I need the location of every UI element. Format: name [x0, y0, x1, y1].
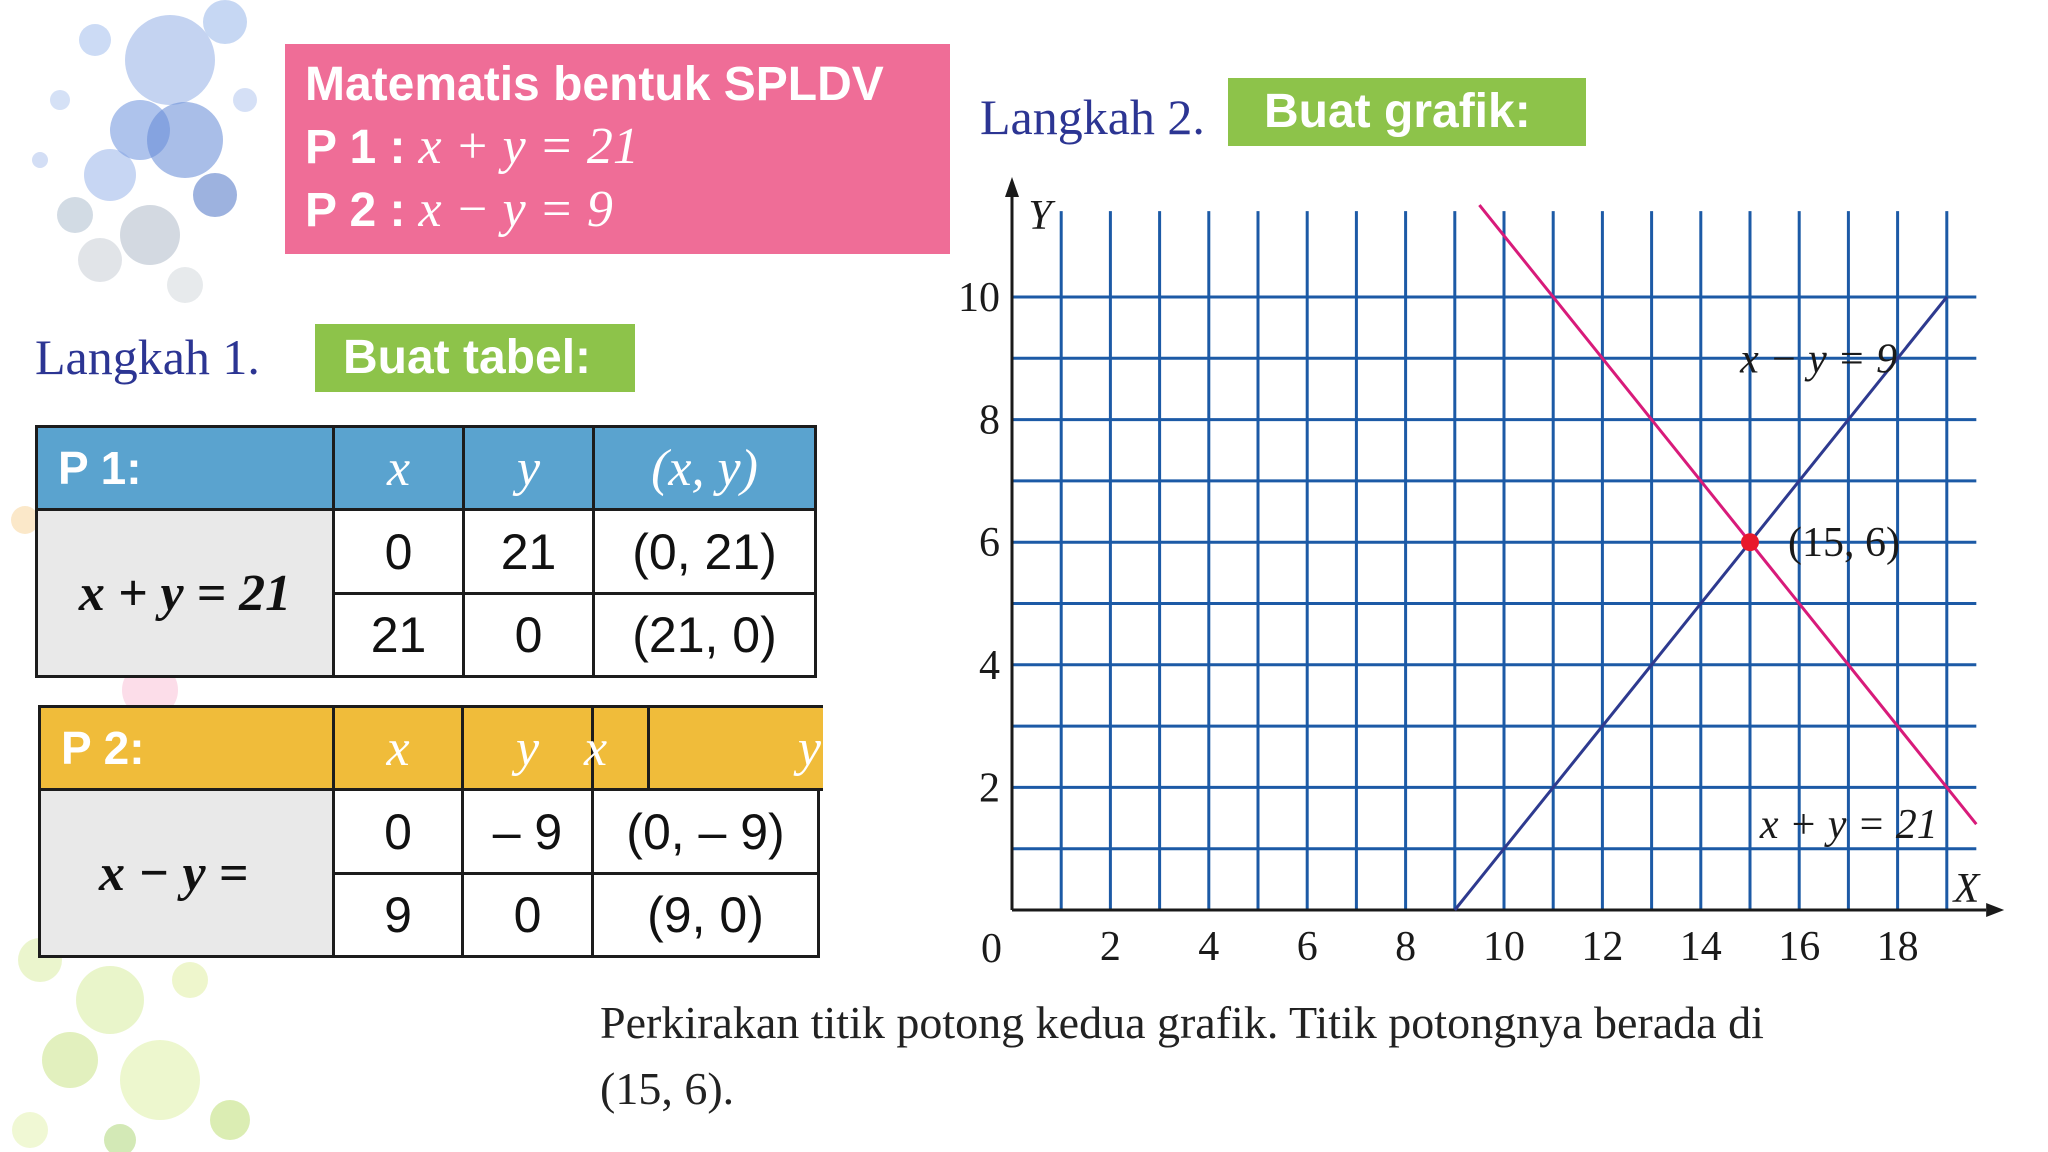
- x-axis-arrow: [1986, 903, 2004, 917]
- table-p1-header-xy: (x, y): [592, 425, 817, 511]
- x-tick-label: 14: [1679, 924, 1722, 970]
- equation-p1-expr: x + y = 21: [418, 118, 639, 175]
- table-p1-label: P 1:: [35, 425, 335, 511]
- table-p2-r2-x: 9: [332, 872, 464, 958]
- y-tick-label: 6: [979, 520, 1000, 567]
- table-p2-r2-xy: (9, 0): [591, 872, 820, 958]
- line1-label: x − y = 9: [1740, 336, 1898, 383]
- equation-p2-expr: x − y = 9: [418, 181, 613, 238]
- intersection-label: (15, 6): [1788, 520, 1900, 567]
- x-tick-label: 12: [1581, 924, 1624, 970]
- step1-badge: Buat tabel:: [315, 324, 635, 392]
- title-box: [285, 44, 950, 254]
- x-tick-label: 6: [1296, 924, 1318, 970]
- table-p1-r2-xy: (21, 0): [592, 592, 817, 678]
- y-tick-label: 10: [958, 275, 1000, 321]
- equation-p2-label: P 2 :: [305, 184, 406, 237]
- table-p2-equation: x − y =: [38, 788, 335, 958]
- title-heading: Matematis bentuk SPLDV: [305, 58, 884, 111]
- table-p2-r2-y: 0: [461, 872, 594, 958]
- table-p1-r1-x: 0: [332, 508, 465, 595]
- x-tick-label: 2: [1099, 924, 1121, 970]
- step2-badge: Buat grafik:: [1228, 78, 1586, 146]
- y-tick-label: 4: [979, 642, 1000, 689]
- intersection-point: [1741, 533, 1759, 551]
- caption-line2: (15, 6).: [600, 1063, 735, 1114]
- table-p1-header-x: x: [332, 425, 465, 511]
- table-p2-header-xy: [584, 705, 823, 791]
- table-p1-r1-y: 21: [462, 508, 595, 595]
- table-p2-label: P 2:: [38, 705, 335, 791]
- x-axis-label: X: [1953, 866, 1980, 912]
- table-p1-r2-x: 21: [332, 592, 465, 678]
- x-tick-label: 18: [1876, 924, 1919, 970]
- origin-label: 0: [981, 926, 1002, 972]
- table-p1: [35, 425, 817, 678]
- table-p2-r1-xy: (0, – 9): [591, 788, 820, 875]
- table-p1-equation: x + y = 21: [35, 508, 335, 678]
- equation-p1-label: P 1 :: [305, 121, 406, 174]
- y-axis-arrow: [1005, 177, 1019, 197]
- y-axis-label: Y: [1028, 193, 1052, 240]
- y-tick-label: 8: [979, 397, 1000, 444]
- table-p2-header-y: y: [461, 705, 594, 791]
- table-p1-r1-xy: (0, 21): [592, 508, 817, 595]
- x-tick-label: 10: [1483, 924, 1525, 970]
- table-p2: [38, 705, 820, 958]
- step1-heading: Langkah 1.: [35, 329, 260, 385]
- caption: [600, 990, 2020, 1122]
- table-p2-header-divider: [647, 705, 650, 791]
- graph-marks: [1739, 336, 1938, 848]
- x-tick-label: 4: [1198, 924, 1220, 970]
- table-p2-header-xy-y: y: [797, 719, 821, 777]
- table-p2-header-xy-x: x: [584, 719, 608, 777]
- table-p2-header-x: x: [332, 705, 464, 791]
- line2-label: x + y = 21: [1759, 802, 1938, 849]
- table-p2-r1-y: – 9: [461, 788, 594, 875]
- table-p2-r1-x: 0: [332, 788, 464, 875]
- table-p1-r2-y: 0: [462, 592, 595, 678]
- line-graph: [958, 193, 2030, 985]
- table-p1-header-y: y: [462, 425, 595, 511]
- equation-p1: [305, 116, 930, 179]
- x-tick-label: 16: [1778, 924, 1821, 970]
- equation-p2: [305, 179, 930, 242]
- caption-line1: Perkirakan titik potong kedua grafik. Titik potongnya berada di: [600, 997, 1764, 1048]
- x-tick-label: 8: [1395, 924, 1417, 970]
- y-tick-label: 2: [979, 765, 1000, 812]
- step2-heading: Langkah 2.: [980, 89, 1205, 145]
